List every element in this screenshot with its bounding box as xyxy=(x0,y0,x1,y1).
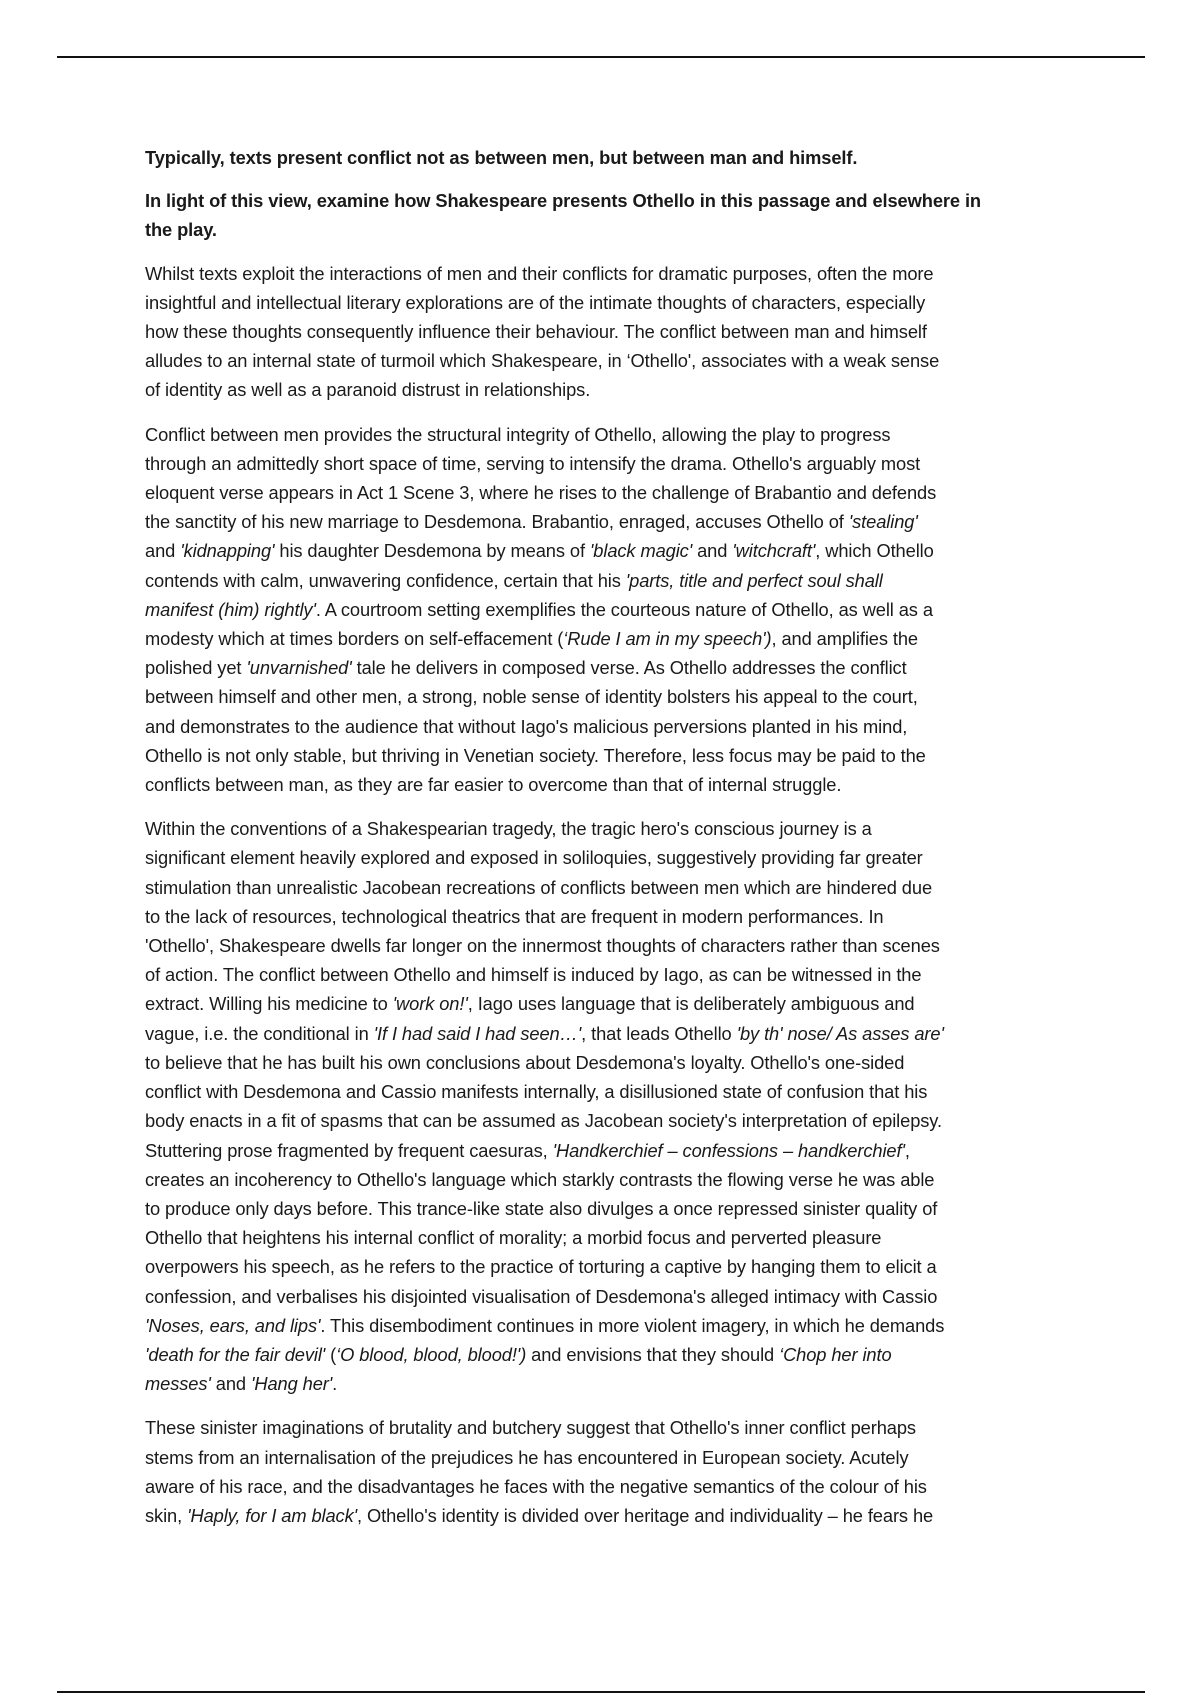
paragraph-introduction: Whilst texts exploit the interactions of men and their conflicts for dramatic purposes, often the more insightful and intellectual literary explorations are of the intimate thoughts of characters, especially how these thoughts consequently influence their behaviour. The conflict between man and himself alludes to an internal state of turmoil which Shakespeare, in ‘Othello', associates with a weak sense of identity as well as a paranoid distrust in relationships. xyxy=(145,262,940,401)
quote: ‘O blood, blood, blood!') xyxy=(336,1343,527,1365)
quote: 'parts, title and perfect soul shall xyxy=(625,569,883,591)
paragraph-tragic-hero: Within the conventions of a Shakespearian tragedy, the tragic hero's conscious journey is a significant element heavily explored and exposed in soliloquies, suggestively providing far greater stimulation than unrealistic Jacobean recreations of conflicts between men which are hindered due to the lack of resources, technological theatrics that are frequent in modern performances. In 'Othello', Shakespeare dwells far longer on the innermost thoughts of characters rather than scenes of action. The conflict between Othello and himself is induced by Iago, as can be witnessed in the extract. Willing his medicine to 'work on!', Iago uses language that is deliberately ambiguous and vague, i.e. the conditional in 'If I had said I had seen…', that leads Othello 'by th' nose/ As asses are' to believe that he has built his own conclusions about Desdemona's loyalty. Othello's one-sided conflict with Desdemona and Cassio manifests internally, a disillusioned state of confusion that his body enacts in a fit of spasms that can be assumed as Jacobean society's interpretation of epilepsy. Stuttering prose fragmented by frequent caesuras, 'Handkerchief – confessions – handkerchief', creates an incoherency to Othello's language which starkly contrasts the flowing verse he was able to produce only days before. This trance-like state also divulges a once repressed sinister quality of Othello that heightens his internal conflict of morality; a morbid focus and perverted pleasure overpowers his speech, as he refers to the practice of torturing a captive by hanging them to elicit a confession, and verbalises his disjointed visualisation of Desdemona's alleged intimacy with Cassio 'Noses, ears, and lips'. This disembodiment continues in more violent imagery, in which he demands 'death for the fair devil' (‘O blood, blood, blood!') and envisions that they should ‘Chop her into messes' and 'Hang her'. xyxy=(145,818,945,1395)
quote: ‘Chop her into xyxy=(779,1343,892,1365)
paragraph-conflict-between-men: Conflict between men provides the structural integrity of Othello, allowing the play to progress through an admittedly short space of time, serving to intensify the drama. Othello's arguably most eloquent verse appears in Act 1 Scene 3, where he rises to the challenge of Brabantio and defends the sanctity of his new marriage to Desdemona. Brabantio, enraged, accuses Othello of 'stealing' and 'kidnapping' his daughter Desdemona by means of 'black magic' and 'witchcraft', which Othello contends with calm, unwavering confidence, certain that his 'parts, title and perfect soul shall manifest (him) rightly'. A courtroom setting exemplifies the courteous nature of Othello, as well as a modesty which at times borders on self-effacement (‘Rude I am in my speech'), and amplifies the polished yet 'unvarnished' tale he delivers in composed verse. As Othello addresses the conflict between himself and other men, a strong, noble sense of identity bolsters his appeal to the court, and demonstrates to the audience that without Iago's malicious perversions planted in his mind, Othello is not only stable, but thriving in Venetian society. Therefore, less focus may be paid to the conflicts between man, as they are far easier to overcome than that of internal struggle. xyxy=(145,423,937,796)
quote: 'Haply, for I am black' xyxy=(187,1504,358,1526)
quote: 'If I had said I had seen…' xyxy=(373,1022,582,1044)
essay-prompt-statement: Typically, texts present conflict not as between men, but between man and himself. xyxy=(145,147,858,168)
essay-prompt-question: In light of this view, examine how Shakespeare presents Othello in this passage and elsewhere in the play. xyxy=(145,190,981,241)
quote: 'Handkerchief – confessions – handkerchief' xyxy=(552,1139,905,1161)
footer-rule xyxy=(57,1691,1145,1693)
quote: 'death for the fair devil' xyxy=(145,1343,326,1365)
quote: 'black magic' xyxy=(589,540,693,562)
quote: 'unvarnished' xyxy=(246,657,352,679)
quote: 'Noses, ears, and lips' xyxy=(145,1314,321,1336)
quote: 'work on!' xyxy=(392,993,468,1015)
quote: 'by th' nose/ As asses are' xyxy=(736,1022,944,1044)
quote: ‘Rude I am in my speech') xyxy=(563,628,772,650)
quote: 'kidnapping' xyxy=(180,540,275,562)
quote: messes' xyxy=(145,1373,211,1395)
header-rule xyxy=(57,56,1145,58)
paragraph-inner-conflict: These sinister imaginations of brutality and butchery suggest that Othello's inner conflict perhaps stems from an internalisation of the prejudices he has encountered in European society. Acutely aware of his race, and the disadvantages he faces with the negative semantics of the colour of his skin, 'Haply, for I am black', Othello's identity is divided over heritage and individuality – he fears he xyxy=(145,1417,934,1526)
quote: 'stealing' xyxy=(848,511,918,533)
quote: 'witchcraft' xyxy=(732,540,816,562)
quote: manifest (him) rightly' xyxy=(145,598,316,620)
essay-body xyxy=(145,143,1055,1545)
quote: 'Hang her' xyxy=(250,1373,333,1395)
